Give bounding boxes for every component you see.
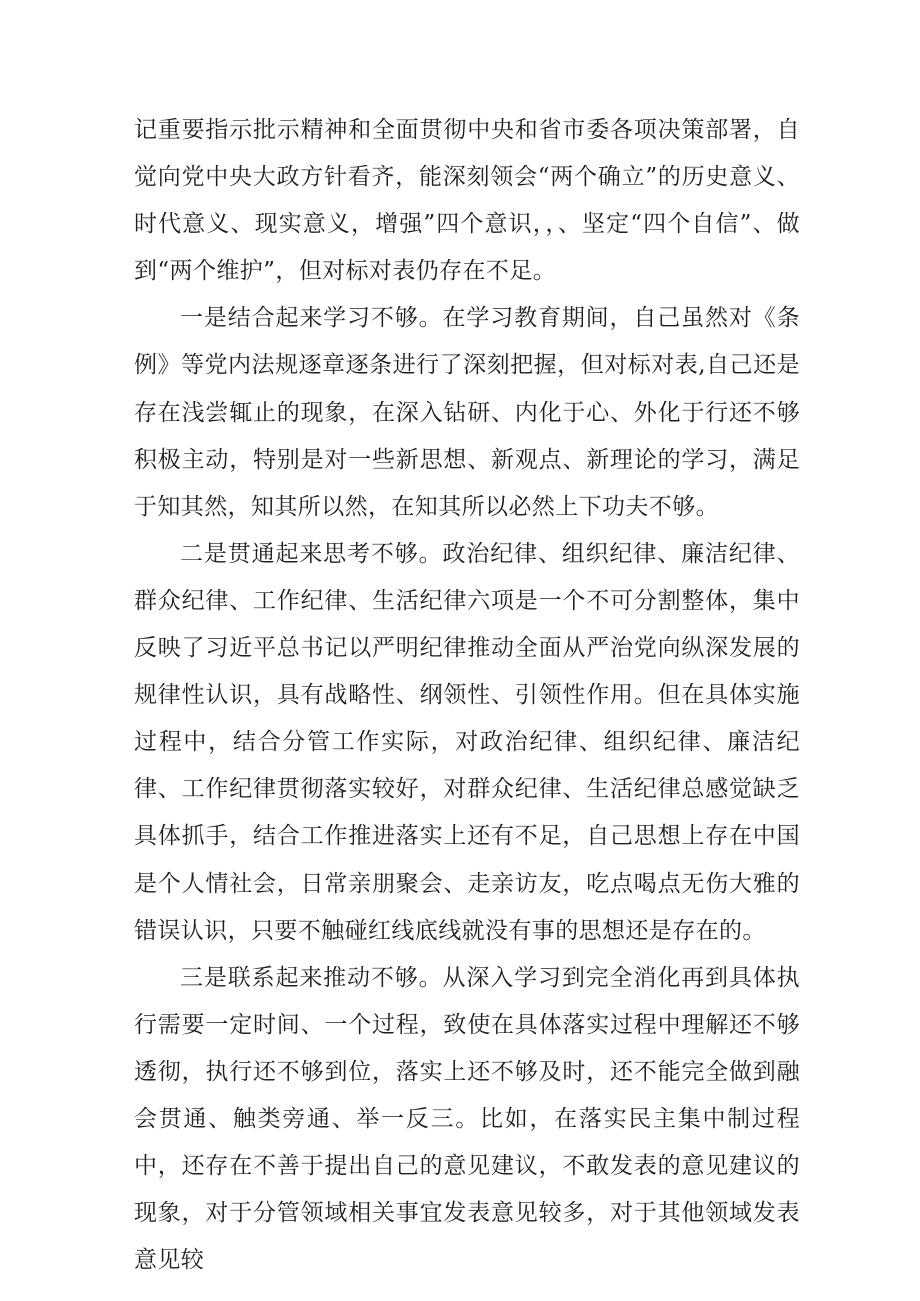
document-body <box>134 107 800 1284</box>
paragraph-thinking: 二是贯通起来思考不够。政治纪律、组织纪律、廉洁纪律、群众纪律、工作纪律、生活纪律六项是一个不可分割整体，集中反映了习近平总书记以严明纪律推动全面从严治党向纵深发展的规律性认识，具有战略性、纲领性、引领性作用。但在具体实施过程中，结合分管工作实际，对政治纪律、组织纪律、廉洁纪律、工作纪律贯彻落实较好，对群众纪律、生活纪律总感觉缺乏具体抓手，结合工作推进落实上还有不足，自己思想上存在中国是个人情社会，日常亲朋聚会、走亲访友，吃点喝点无伤大雅的错误认识，只要不触碰红线底线就没有事的思想还是存在的。 <box>134 540 800 944</box>
paragraph-learning: 一是结合起来学习不够。在学习教育期间，自己虽然对《条例》等党内法规逐章逐条进行了深刻把握，但对标对表,自己还是存在浅尝辄止的现象，在深入钻研、内化于心、外化于行还不够积极主动，特别是对一些新思想、新观点、新理论的学习，满足于知其然，知其所以然，在知其所以必然上下功夫不够。 <box>134 305 800 520</box>
paragraph-promoting: 三是联系起来推动不够。从深入学习到完全消化再到具体执行需要一定时间、一个过程，致使在具体落实过程中理解还不够透彻，执行还不够到位，落实上还不够及时，还不能完全做到融会贯通、触类旁通、举一反三。比如，在落实民主集中制过程中，还存在不善于提出自己的意见建议，不敢发表的意见建议的现象，对于分管领域相关事宜发表意见较多，对于其他领域发表意见较 <box>134 964 800 1274</box>
paragraph-continued: 记重要指示批示精神和全面贯彻中央和省市委各项决策部署，自觉向党中央大政方针看齐，能深刻领会“两个确立”的历史意义、时代意义、现实意义，增强”四个意识，，、坚定“四个自信”、做到“两个维护”，但对标对表仍存在不足。 <box>134 117 800 285</box>
